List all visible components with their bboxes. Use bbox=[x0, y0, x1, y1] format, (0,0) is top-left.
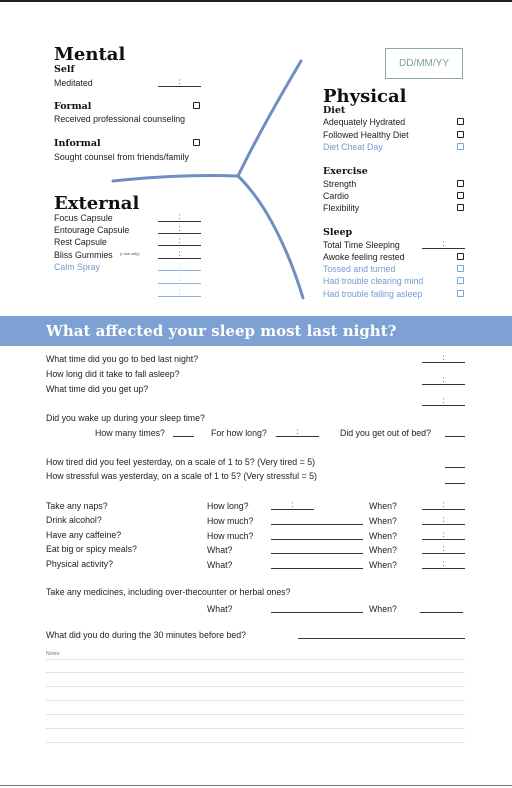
habit-when-label: When? bbox=[369, 501, 397, 511]
mental-heading: Mental bbox=[54, 44, 126, 65]
external-time-field[interactable]: : bbox=[158, 213, 201, 222]
habit-when-field[interactable]: : bbox=[422, 545, 465, 554]
notes-line[interactable] bbox=[46, 700, 465, 701]
exercise-checkbox[interactable] bbox=[457, 180, 464, 187]
notes-line[interactable] bbox=[46, 659, 465, 660]
question-wake: Did you wake up during your sleep time? bbox=[46, 413, 205, 423]
question-getup: What time did you get up? bbox=[46, 384, 149, 394]
formal-subheading: Formal bbox=[54, 101, 92, 112]
informal-item-label: Sought counsel from friends/family bbox=[54, 152, 189, 162]
sleep-checkbox[interactable] bbox=[457, 265, 464, 272]
external-time-field[interactable]: : bbox=[158, 225, 201, 234]
sleep-time-field[interactable]: : bbox=[422, 240, 465, 249]
habit-amount-field[interactable] bbox=[271, 545, 363, 554]
habit-when-label: When? bbox=[369, 560, 397, 570]
notes-line[interactable] bbox=[46, 742, 465, 743]
notes-line[interactable] bbox=[46, 672, 465, 673]
bliss-note: (• low only) bbox=[120, 251, 140, 256]
how-many-label: How many times? bbox=[95, 428, 165, 438]
exercise-subheading: Exercise bbox=[323, 166, 368, 177]
habit-question: What? bbox=[207, 560, 233, 570]
habit-question: How long? bbox=[207, 501, 249, 511]
diet-checkbox[interactable] bbox=[457, 131, 464, 138]
medicines-what-label: What? bbox=[207, 604, 233, 614]
asleep-time-field[interactable]: : bbox=[422, 376, 465, 385]
external-item: Calm Spray bbox=[54, 262, 100, 272]
notes-line[interactable] bbox=[46, 714, 465, 715]
external-time-field[interactable]: : bbox=[158, 237, 201, 246]
external-item: Rest Capsule bbox=[54, 237, 107, 247]
medicines-question: Take any medicines, including over-thecounter or herbal ones? bbox=[46, 587, 291, 597]
meditated-label: Meditated bbox=[54, 78, 93, 88]
physical-heading: Physical bbox=[323, 86, 407, 107]
habit-when-field[interactable]: : bbox=[422, 501, 465, 510]
diet-item: Adequately Hydrated bbox=[323, 117, 406, 127]
habit-label: Physical activity? bbox=[46, 559, 113, 569]
habit-when-field[interactable]: : bbox=[422, 516, 465, 525]
formal-item-label: Received professional counseling bbox=[54, 114, 186, 124]
habit-question: How much? bbox=[207, 516, 254, 526]
habit-when-label: When? bbox=[369, 545, 397, 555]
diet-item: Followed Healthy Diet bbox=[323, 130, 409, 140]
medicines-when-field[interactable] bbox=[420, 604, 463, 613]
diet-checkbox[interactable] bbox=[457, 143, 464, 150]
sleep-item: Had trouble clearing mind bbox=[323, 276, 424, 286]
question-stressful: How stressful was yesterday, on a scale of 1 to 5? (Very stressful = 5) bbox=[46, 471, 317, 481]
diet-item: Diet Cheat Day bbox=[323, 142, 383, 152]
external-time-field[interactable]: : bbox=[158, 288, 201, 297]
external-item: Focus Capsule bbox=[54, 213, 113, 223]
habit-question: How much? bbox=[207, 531, 254, 541]
habit-label: Eat big or spicy meals? bbox=[46, 544, 137, 554]
habit-when-field[interactable]: : bbox=[422, 560, 465, 569]
exercise-checkbox[interactable] bbox=[457, 204, 464, 211]
sleep-item: Total Time Sleeping bbox=[323, 240, 400, 250]
medicines-when-label: When? bbox=[369, 604, 397, 614]
get-out-label: Did you get out of bed? bbox=[340, 428, 431, 438]
bed-time-field[interactable]: : bbox=[422, 354, 465, 363]
before-bed-question: What did you do during the 30 minutes before bed? bbox=[46, 630, 247, 640]
sleep-item: Had trouble falling asleep bbox=[323, 289, 423, 299]
meditated-time-field[interactable]: : bbox=[158, 78, 201, 87]
notes-line[interactable] bbox=[46, 686, 465, 687]
exercise-checkbox[interactable] bbox=[457, 192, 464, 199]
habit-amount-field[interactable] bbox=[271, 531, 363, 540]
how-many-field[interactable] bbox=[173, 428, 194, 437]
habit-amount-field[interactable]: : bbox=[271, 501, 314, 510]
getup-time-field[interactable]: : bbox=[422, 397, 465, 406]
get-out-field[interactable] bbox=[445, 428, 465, 437]
habit-when-label: When? bbox=[369, 516, 397, 526]
date-field[interactable]: DD/MM/YY bbox=[385, 48, 463, 79]
sleep-subheading: Sleep bbox=[323, 227, 353, 238]
habit-when-field[interactable]: : bbox=[422, 531, 465, 540]
exercise-item: Cardio bbox=[323, 191, 349, 201]
informal-checkbox[interactable] bbox=[193, 139, 200, 146]
self-subheading: Self bbox=[54, 64, 75, 75]
habit-when-label: When? bbox=[369, 531, 397, 541]
external-time-field[interactable]: : bbox=[158, 250, 201, 259]
external-time-field[interactable]: : bbox=[158, 275, 201, 284]
sleep-item: Awoke feeling rested bbox=[323, 252, 405, 262]
wake-duration-field[interactable]: : bbox=[276, 428, 319, 437]
sleep-checkbox[interactable] bbox=[457, 253, 464, 260]
external-heading: External bbox=[54, 193, 140, 214]
before-bed-field[interactable] bbox=[298, 630, 465, 639]
habit-question: What? bbox=[207, 545, 233, 555]
sleep-item: Tossed and turned bbox=[323, 264, 396, 274]
diet-subheading: Diet bbox=[323, 105, 346, 116]
formal-checkbox[interactable] bbox=[193, 102, 200, 109]
habit-amount-field[interactable] bbox=[271, 516, 363, 525]
sleep-checkbox[interactable] bbox=[457, 290, 464, 297]
exercise-item: Flexibility bbox=[323, 203, 360, 213]
habit-label: Have any caffeine? bbox=[46, 530, 122, 540]
informal-subheading: Informal bbox=[54, 138, 101, 149]
habit-amount-field[interactable] bbox=[271, 560, 363, 569]
external-item: Bliss Gummies bbox=[54, 250, 113, 260]
exercise-item: Strength bbox=[323, 179, 357, 189]
bottom-rule bbox=[0, 785, 512, 786]
how-long-label: For how long? bbox=[211, 428, 267, 438]
notes-label: Notes: bbox=[46, 651, 61, 657]
habit-label: Take any naps? bbox=[46, 501, 108, 511]
external-item: Entourage Capsule bbox=[54, 225, 130, 235]
habit-label: Drink alcohol? bbox=[46, 515, 102, 525]
stress-scale-field[interactable] bbox=[445, 475, 465, 484]
notes-line[interactable] bbox=[46, 728, 465, 729]
question-asleep: How long did it take to fall asleep? bbox=[46, 369, 180, 379]
tired-scale-field[interactable] bbox=[445, 459, 465, 468]
diet-checkbox[interactable] bbox=[457, 118, 464, 125]
external-time-field[interactable]: : bbox=[158, 262, 201, 271]
section-title: What affected your sleep most last night? bbox=[46, 322, 397, 340]
question-bed: What time did you go to bed last night? bbox=[46, 354, 199, 364]
medicines-what-field[interactable] bbox=[271, 604, 363, 613]
question-tired: How tired did you feel yesterday, on a scale of 1 to 5? (Very tired = 5) bbox=[46, 457, 316, 467]
sleep-checkbox[interactable] bbox=[457, 277, 464, 284]
